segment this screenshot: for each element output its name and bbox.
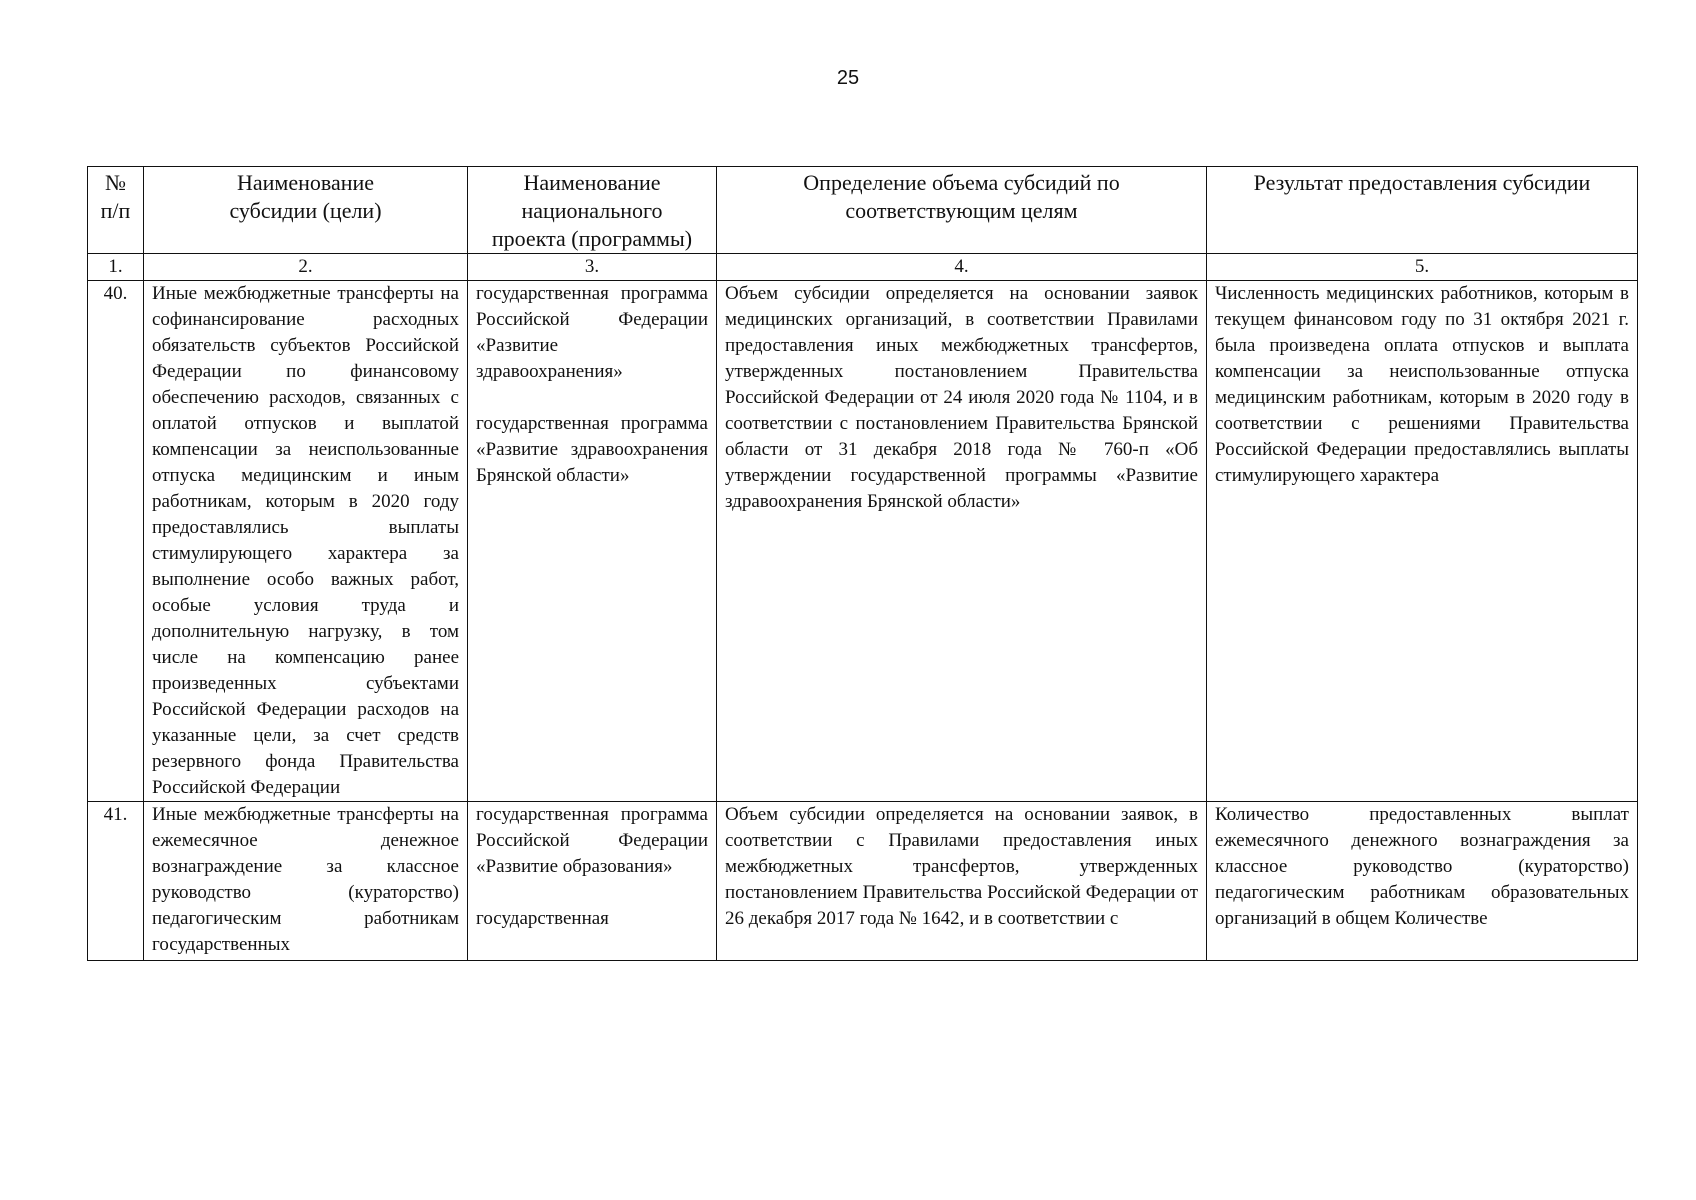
header-volume-definition: Определение объема субсидий по соответствующим целям bbox=[717, 167, 1207, 254]
header-number: № п/п bbox=[88, 167, 144, 254]
program-cell bbox=[468, 281, 717, 802]
index-cell: 3. bbox=[468, 254, 717, 281]
header-subsidy-name: Наименование субсидии (цели) bbox=[144, 167, 468, 254]
subsidy-name-text: Иные межбюджетные трансферты на ежемесячное денежное вознаграждение за классное руководство (кураторство) педагогическим работникам государственных bbox=[152, 804, 459, 955]
program-federal: государственная программа Российской Федерации «Развитие здравоохранения» bbox=[476, 283, 708, 382]
program-regional: государственная программа «Развитие здравоохранения Брянской области» bbox=[476, 413, 708, 486]
table-row bbox=[88, 802, 1638, 961]
row-number: 41. bbox=[88, 802, 144, 961]
result-text: Количество предоставленных выплат ежемесячного денежного вознаграждения за классное руководство (кураторство) педагогическим работникам образовательных организаций в общем Количестве bbox=[1215, 804, 1629, 929]
program-gap bbox=[476, 385, 708, 411]
result-cell bbox=[1207, 802, 1638, 961]
column-index-row bbox=[88, 254, 1638, 281]
volume-definition-cell bbox=[717, 802, 1207, 961]
program-cell bbox=[468, 802, 717, 961]
header-row bbox=[88, 167, 1638, 254]
row-number: 40. bbox=[88, 281, 144, 802]
index-cell: 2. bbox=[144, 254, 468, 281]
volume-definition-cell: Объем субсидии определяется на основании заявок медицинских организаций, в соответствии Правилами предоставления иных межбюджетных трансфертов, утвержденных постановлением Правительства Российской Федерации от 24 июля 2020 года № 1104, и в соответствии с постановлением Правительства Брянской области от 31 декабря 2018 года № 760-п «Об утверждении государственной программы «Развитие здравоохранения Брянской области» bbox=[717, 281, 1207, 802]
program-federal: государственная программа Российской Федерации «Развитие образования» bbox=[476, 804, 708, 877]
program-regional: государственная bbox=[476, 908, 609, 929]
header-project-name: Наименование национального проекта (программы) bbox=[468, 167, 717, 254]
index-cell: 1. bbox=[88, 254, 144, 281]
index-cell: 5. bbox=[1207, 254, 1638, 281]
page-number: 25 bbox=[836, 67, 860, 89]
volume-definition-text: Объем субсидии определяется на основании заявок, в соответствии с Правилами предоставления иных межбюджетных трансфертов, утвержденных постановлением Правительства Российской Федерации от 26 декабря 2017 года № 1642, и в соответствии с bbox=[725, 804, 1198, 929]
program-gap bbox=[476, 880, 708, 906]
subsidy-table bbox=[87, 166, 1638, 961]
table-row bbox=[88, 281, 1638, 802]
subsidy-name-cell bbox=[144, 802, 468, 961]
result-cell: Численность медицинских работников, которым в текущем финансовом году по 31 октября 2021 г. была произведена оплата отпусков и выплата компенсации за неиспользованные отпуска медицинским работникам, которым в 2020 году в соответствии с решениями Правительства Российской Федерации предоставлялись выплаты стимулирующего характера bbox=[1207, 281, 1638, 802]
program-text bbox=[476, 802, 708, 958]
header-result: Результат предоставления субсидии bbox=[1207, 167, 1638, 254]
subsidy-name-cell: Иные межбюджетные трансферты на софинансирование расходных обязательств субъектов Российской Федерации по финансовому обеспечению расходов, связанных с оплатой отпусков и выплатой компенсации за неиспользованные отпуска медицинским и иным работникам, которым в 2020 году предоставлялись выплаты стимулирующего характера за выполнение особо важных работ, особые условия труда и дополнительную нагрузку, в том числе на компенсацию ранее произведенных субъектами Российской Федерации расходов на указанные цели, за счет средств резервного фонда Правительства Российской Федерации bbox=[144, 281, 468, 802]
index-cell: 4. bbox=[717, 254, 1207, 281]
